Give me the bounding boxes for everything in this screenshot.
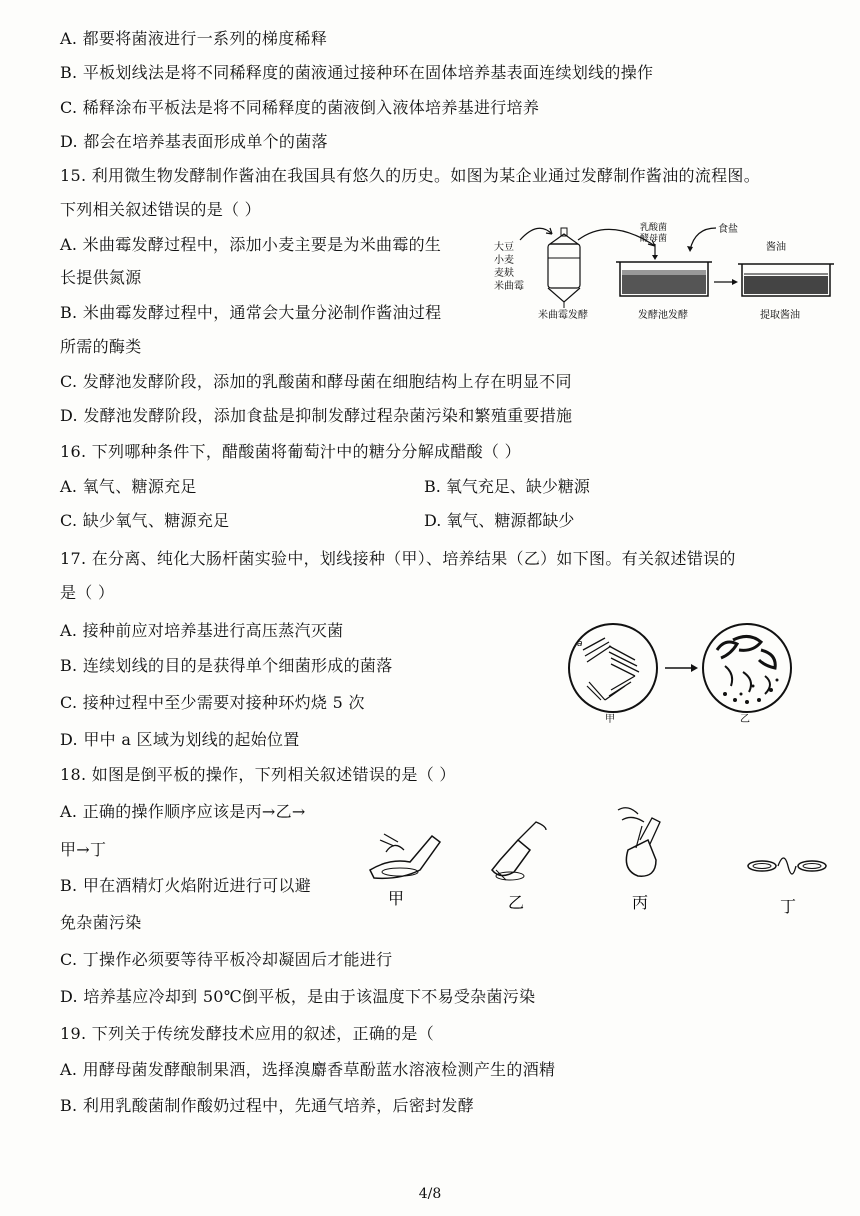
fermentation-pool-icon [616, 262, 712, 296]
additive-salt: 食盐 [718, 224, 738, 235]
additive-lactic-bacteria: 乳酸菌 [640, 223, 668, 233]
input-aspergillus: 米曲霉 [494, 281, 524, 292]
q17-option-c: C. 接种过程中至少需要对接种环灼烧 5 次 [60, 693, 365, 712]
extraction-tank-icon [738, 264, 834, 296]
q18-option-a-line2: 甲→丁 [60, 840, 107, 859]
product-soy-sauce: 酱油 [766, 242, 786, 253]
q15-option-a-line1: A. 米曲霉发酵过程中，添加小麦主要是为米曲霉的生 [60, 235, 442, 254]
q16-option-a: A. 氧气、糖源充足 [60, 477, 197, 496]
label-yi: 乙 [740, 714, 750, 725]
zone-a-label: a [577, 639, 583, 649]
q18-stem: 18. 如图是倒平板的操作，下列相关叙述错误的是（ ） [60, 765, 456, 784]
step-bing-icon [618, 808, 660, 876]
pour-plate-diagram [360, 800, 830, 920]
input-wheat: 小麦 [494, 255, 514, 266]
q19-option-a: A. 用酵母菌发酵酿制果酒，选择溴麝香草酚蓝水溶液检测产生的酒精 [60, 1060, 556, 1079]
q15-stem-line2: 下列相关叙述错误的是（ ） [60, 200, 261, 219]
q15-option-c: C. 发酵池发酵阶段，添加的乳酸菌和酵母菌在细胞结构上存在明显不同 [60, 372, 572, 391]
additive-yeast: 酵母菌 [640, 234, 668, 244]
arrowhead-jia-yi [691, 664, 698, 672]
input-soybean: 大豆 [494, 242, 514, 253]
q14-option-c: C. 稀释涂布平板法是将不同稀释度的菌液倒入液体培养基进行培养 [60, 98, 540, 117]
step-label-ding: 丁 [780, 897, 797, 916]
step-ding-icon [748, 858, 826, 874]
q14-option-b: B. 平板划线法是将不同稀释度的菌液通过接种环在固体培养基表面连续划线的操作 [60, 63, 654, 82]
arrow-to-fermenter [520, 228, 552, 240]
q16-stem: 16. 下列哪种条件下，醋酸菌将葡萄汁中的糖分分解成醋酸（ ） [60, 442, 521, 461]
q17-option-b: B. 连续划线的目的是获得单个细菌形成的菌落 [60, 656, 393, 675]
salt-arrow [690, 228, 716, 250]
plate-yi-icon [703, 624, 791, 712]
input-bran: 麦麸 [494, 268, 514, 279]
streak-plate-diagram [565, 620, 805, 725]
step-jia-icon [370, 834, 440, 878]
q16-option-c: C. 缺少氧气、糖源充足 [60, 511, 230, 530]
q18-option-a-line1: A. 正确的操作顺序应该是丙→乙→ [60, 802, 306, 821]
q14-option-d: D. 都会在培养基表面形成单个的菌落 [60, 132, 328, 151]
q18-option-c: C. 丁操作必须要等待平板冷却凝固后才能进行 [60, 950, 393, 969]
q19-stem: 19. 下列关于传统发酵技术应用的叙述，正确的是（ [60, 1024, 435, 1043]
q18-option-d: D. 培养基应冷却到 50℃倒平板，是由于该温度下不易受杂菌污染 [60, 987, 536, 1006]
page-number: 4/8 [418, 1186, 442, 1202]
additive-arrowhead [652, 255, 658, 260]
stage-aspergillus-fermentation: 米曲霉发酵 [538, 310, 588, 321]
step-label-bing: 丙 [632, 893, 649, 912]
q15-option-b-line2: 所需的酶类 [60, 337, 142, 356]
q14-option-a: A. 都要将菌液进行一系列的梯度稀释 [60, 29, 328, 48]
q17-option-d: D. 甲中 a 区域为划线的起始位置 [60, 730, 300, 749]
fermenter-tank-icon [548, 228, 580, 308]
soy-sauce-flow-diagram [490, 218, 840, 323]
step-label-yi: 乙 [508, 893, 525, 912]
label-jia: 甲 [605, 714, 615, 725]
q15-stem-line1: 15. 利用微生物发酵制作酱油在我国具有悠久的历史。如图为某企业通过发酵制作酱油的流程图。 [60, 166, 761, 185]
stage-pool-fermentation: 发酵池发酵 [638, 310, 688, 321]
q18-option-b-line1: B. 甲在酒精灯火焰附近进行可以避 [60, 876, 312, 895]
stage-extract-soy-sauce: 提取酱油 [760, 310, 800, 321]
q16-option-b: B. 氧气充足、缺少糖源 [424, 477, 590, 496]
q15-option-d: D. 发酵池发酵阶段，添加食盐是抑制发酵过程杂菌污染和繁殖重要措施 [60, 406, 573, 425]
salt-arrowhead [687, 246, 693, 252]
q15-option-b-line1: B. 米曲霉发酵过程中，通常会大量分泌制作酱油过程 [60, 303, 442, 322]
q16-option-d: D. 氧气、糖源都缺少 [424, 511, 575, 530]
q19-option-b: B. 利用乳酸菌制作酸奶过程中，先通气培养，后密封发酵 [60, 1096, 475, 1115]
step-label-jia: 甲 [388, 889, 405, 908]
arrowhead-3 [732, 279, 738, 285]
q17-option-a: A. 接种前应对培养基进行高压蒸汽灭菌 [60, 621, 344, 640]
q18-option-b-line2: 免杂菌污染 [60, 913, 142, 932]
q17-stem-line1: 17. 在分离、纯化大肠杆菌实验中，划线接种（甲）、培养结果（乙）如下图。有关叙述错误的 [60, 549, 736, 568]
q17-stem-line2: 是（ ） [60, 583, 115, 602]
plate-jia-icon [569, 624, 657, 712]
step-yi-icon [492, 822, 546, 880]
q15-option-a-line2: 长提供氮源 [60, 268, 142, 287]
